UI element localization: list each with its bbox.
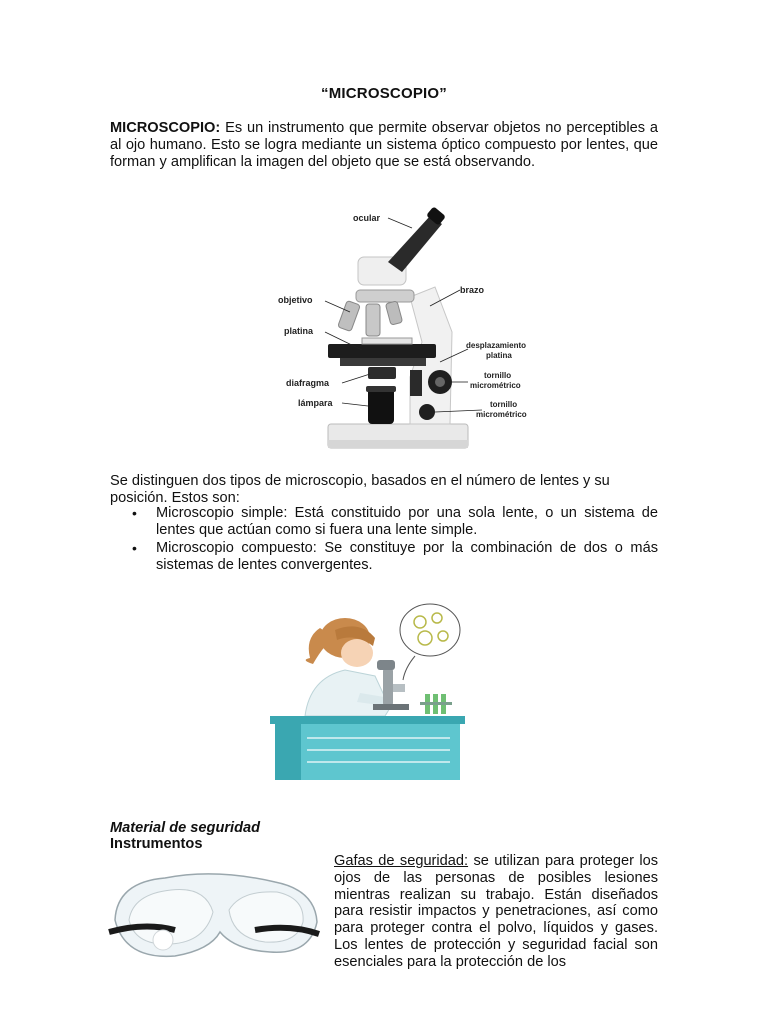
intro-paragraph [110, 120, 658, 171]
label-micrometrico-1: micrométrico [470, 381, 521, 390]
bullet-icon: • [132, 505, 137, 521]
microscope-diagram [270, 202, 545, 452]
safety-goggles-image [105, 860, 325, 975]
intro-term: MICROSCOPIO: [110, 120, 221, 136]
list-item [110, 505, 658, 539]
label-objetivo: objetivo [278, 295, 313, 305]
label-tornillo-1: tornillo [484, 371, 512, 380]
bullet-icon: • [132, 540, 137, 556]
label-ocular: ocular [353, 213, 381, 223]
list-item-text: Microscopio simple: Está constituido por una sola lente, o un sistema de lentes que actúan como si fuera una lente simple. [156, 505, 658, 538]
gafas-term: Gafas de seguridad: [334, 853, 469, 869]
label-micrometrico-2: micrométrico [476, 410, 527, 419]
label-diafragma: diafragma [286, 378, 330, 388]
intro-text: Es un instrumento que permite observar objetos no perceptibles a al ojo humano. Esto se logra mediante un sistema óptico compuesto por lentes, que forman y amplifican la imagen del objeto que se está observando. [110, 120, 658, 170]
scientist-illustration [265, 598, 470, 788]
label-desplazamiento-platina: platina [486, 351, 512, 360]
label-brazo: brazo [460, 285, 485, 295]
gafas-text: se utilizan para proteger los ojos de las personas de posibles lesiones mientras realizan su trabajo. Están diseñados para resistir impactos y penetraciones, así como para proteger contra el polvo, líquidos y gases. Los lentes de protección y seguridad facial son esenciales para la protección de los [334, 853, 658, 970]
list-item [110, 540, 658, 574]
label-desplazamiento: desplazamiento [466, 341, 527, 350]
tipos-list [110, 505, 658, 575]
list-item-text: Microscopio compuesto: Se constituye por la combinación de dos o más sistemas de lentes convergentes. [156, 540, 658, 573]
label-tornillo-2: tornillo [490, 400, 518, 409]
label-platina: platina [284, 326, 314, 336]
tipos-intro: Se distinguen dos tipos de microscopio, basados en el número de lentes y su posición. Estos son: [110, 473, 610, 506]
gafas-paragraph [334, 853, 658, 971]
subsection-heading: Instrumentos [110, 836, 203, 852]
page-title: “MICROSCOPIO” [321, 85, 447, 102]
section-heading: Material de seguridad [110, 820, 261, 836]
label-lampara: lámpara [298, 398, 333, 408]
